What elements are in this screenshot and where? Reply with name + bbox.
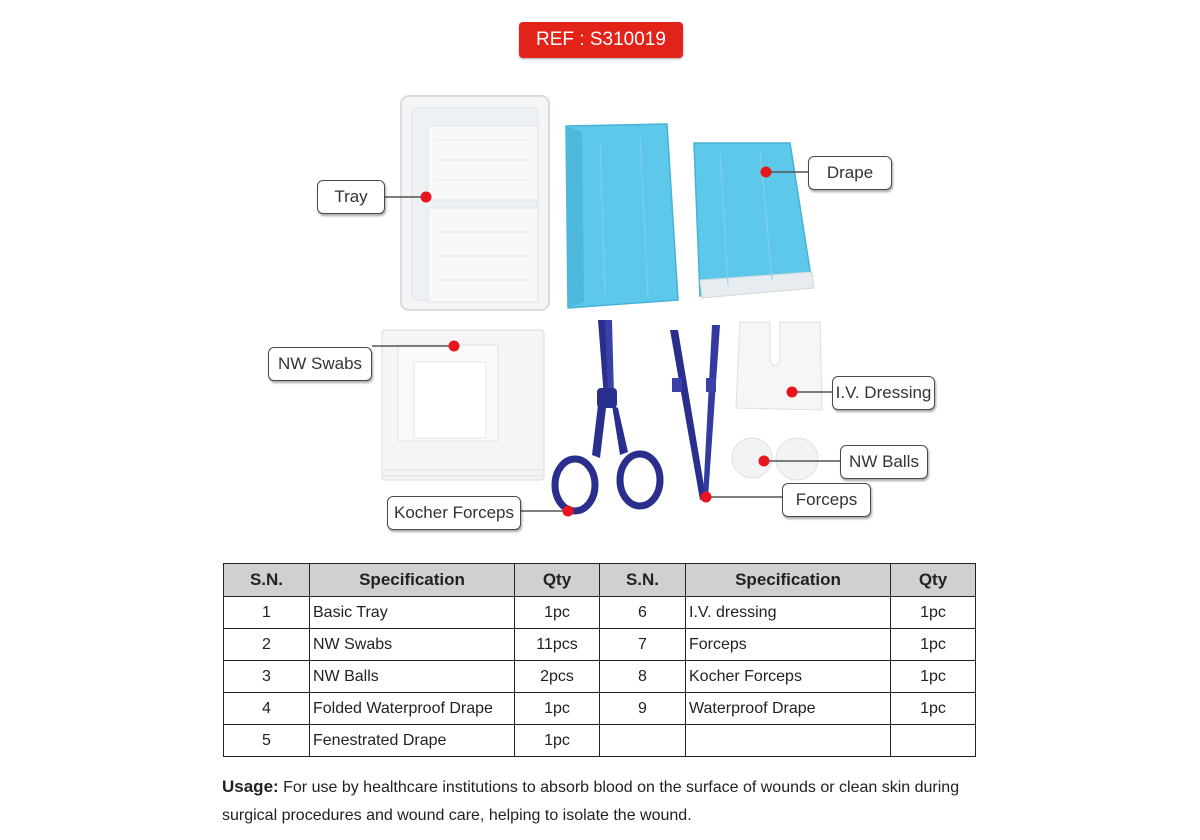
kocher-forceps-label: Kocher Forceps: [387, 496, 521, 530]
table-row: [224, 693, 976, 725]
header-sn: S.N.: [600, 564, 686, 597]
kocher-forceps-image: [555, 320, 660, 511]
cell-specification: Forceps: [686, 629, 891, 661]
cell-sn: 7: [600, 629, 686, 661]
table-row: [224, 597, 976, 629]
cell-qty: 1pc: [891, 661, 976, 693]
kocher-forceps-marker: [563, 506, 574, 517]
tray-image: [401, 96, 549, 310]
cell-specification: NW Swabs: [310, 629, 515, 661]
cell-specification: Basic Tray: [310, 597, 515, 629]
cell-sn: 8: [600, 661, 686, 693]
table-header-row: [224, 564, 976, 597]
nw-swabs-label: NW Swabs: [268, 347, 372, 381]
cell-qty: 1pc: [515, 597, 600, 629]
cell-specification: Fenestrated Drape: [310, 725, 515, 757]
specification-table: [223, 563, 976, 757]
cell-qty: 1pc: [515, 725, 600, 757]
drape-label: Drape: [808, 156, 892, 190]
header-specification: Specification: [686, 564, 891, 597]
cell-specification: NW Balls: [310, 661, 515, 693]
cell-specification: Kocher Forceps: [686, 661, 891, 693]
cell-sn: 1: [224, 597, 310, 629]
cell-sn: 3: [224, 661, 310, 693]
cell-qty: 1pc: [891, 597, 976, 629]
cell-specification: Folded Waterproof Drape: [310, 693, 515, 725]
cell-qty: [891, 725, 976, 757]
cell-sn: 2: [224, 629, 310, 661]
cell-sn: [600, 725, 686, 757]
nw-balls-label: NW Balls: [840, 445, 928, 479]
cell-sn: 9: [600, 693, 686, 725]
nw-swabs-image: [382, 330, 544, 480]
iv-dressing-label: I.V. Dressing: [832, 376, 935, 410]
nw-swabs-marker: [449, 341, 460, 352]
iv-dressing-marker: [787, 387, 798, 398]
cell-sn: 6: [600, 597, 686, 629]
cell-qty: 11pcs: [515, 629, 600, 661]
forceps-marker: [701, 492, 712, 503]
forceps-label: Forceps: [782, 483, 871, 517]
usage-text: For use by healthcare institutions to absorb blood on the surface of wounds or clean skin during surgical procedures and wound care, helping to isolate the wound.: [222, 779, 960, 824]
cell-qty: 2pcs: [515, 661, 600, 693]
header-specification: Specification: [310, 564, 515, 597]
cell-sn: 4: [224, 693, 310, 725]
cell-specification: I.V. dressing: [686, 597, 891, 629]
cell-specification: [686, 725, 891, 757]
nw-balls-marker: [759, 456, 770, 467]
usage-label: Usage:: [222, 777, 279, 796]
forceps-image: [670, 325, 720, 500]
table-row: [224, 661, 976, 693]
nw-balls-image: [732, 438, 818, 480]
tray-marker: [421, 192, 432, 203]
table-row: [224, 725, 976, 757]
header-qty: Qty: [515, 564, 600, 597]
ref-badge: REF : S310019: [519, 22, 683, 58]
header-sn: S.N.: [224, 564, 310, 597]
header-qty: Qty: [891, 564, 976, 597]
cell-qty: 1pc: [515, 693, 600, 725]
folded-drape-image: [566, 124, 678, 308]
table-row: [224, 629, 976, 661]
usage-paragraph: [222, 773, 992, 830]
tray-label: Tray: [317, 180, 385, 214]
drape-image: [694, 143, 814, 298]
cell-specification: Waterproof Drape: [686, 693, 891, 725]
iv-dressing-image: [736, 322, 822, 410]
cell-sn: 5: [224, 725, 310, 757]
cell-qty: 1pc: [891, 629, 976, 661]
drape-marker: [761, 167, 772, 178]
cell-qty: 1pc: [891, 693, 976, 725]
